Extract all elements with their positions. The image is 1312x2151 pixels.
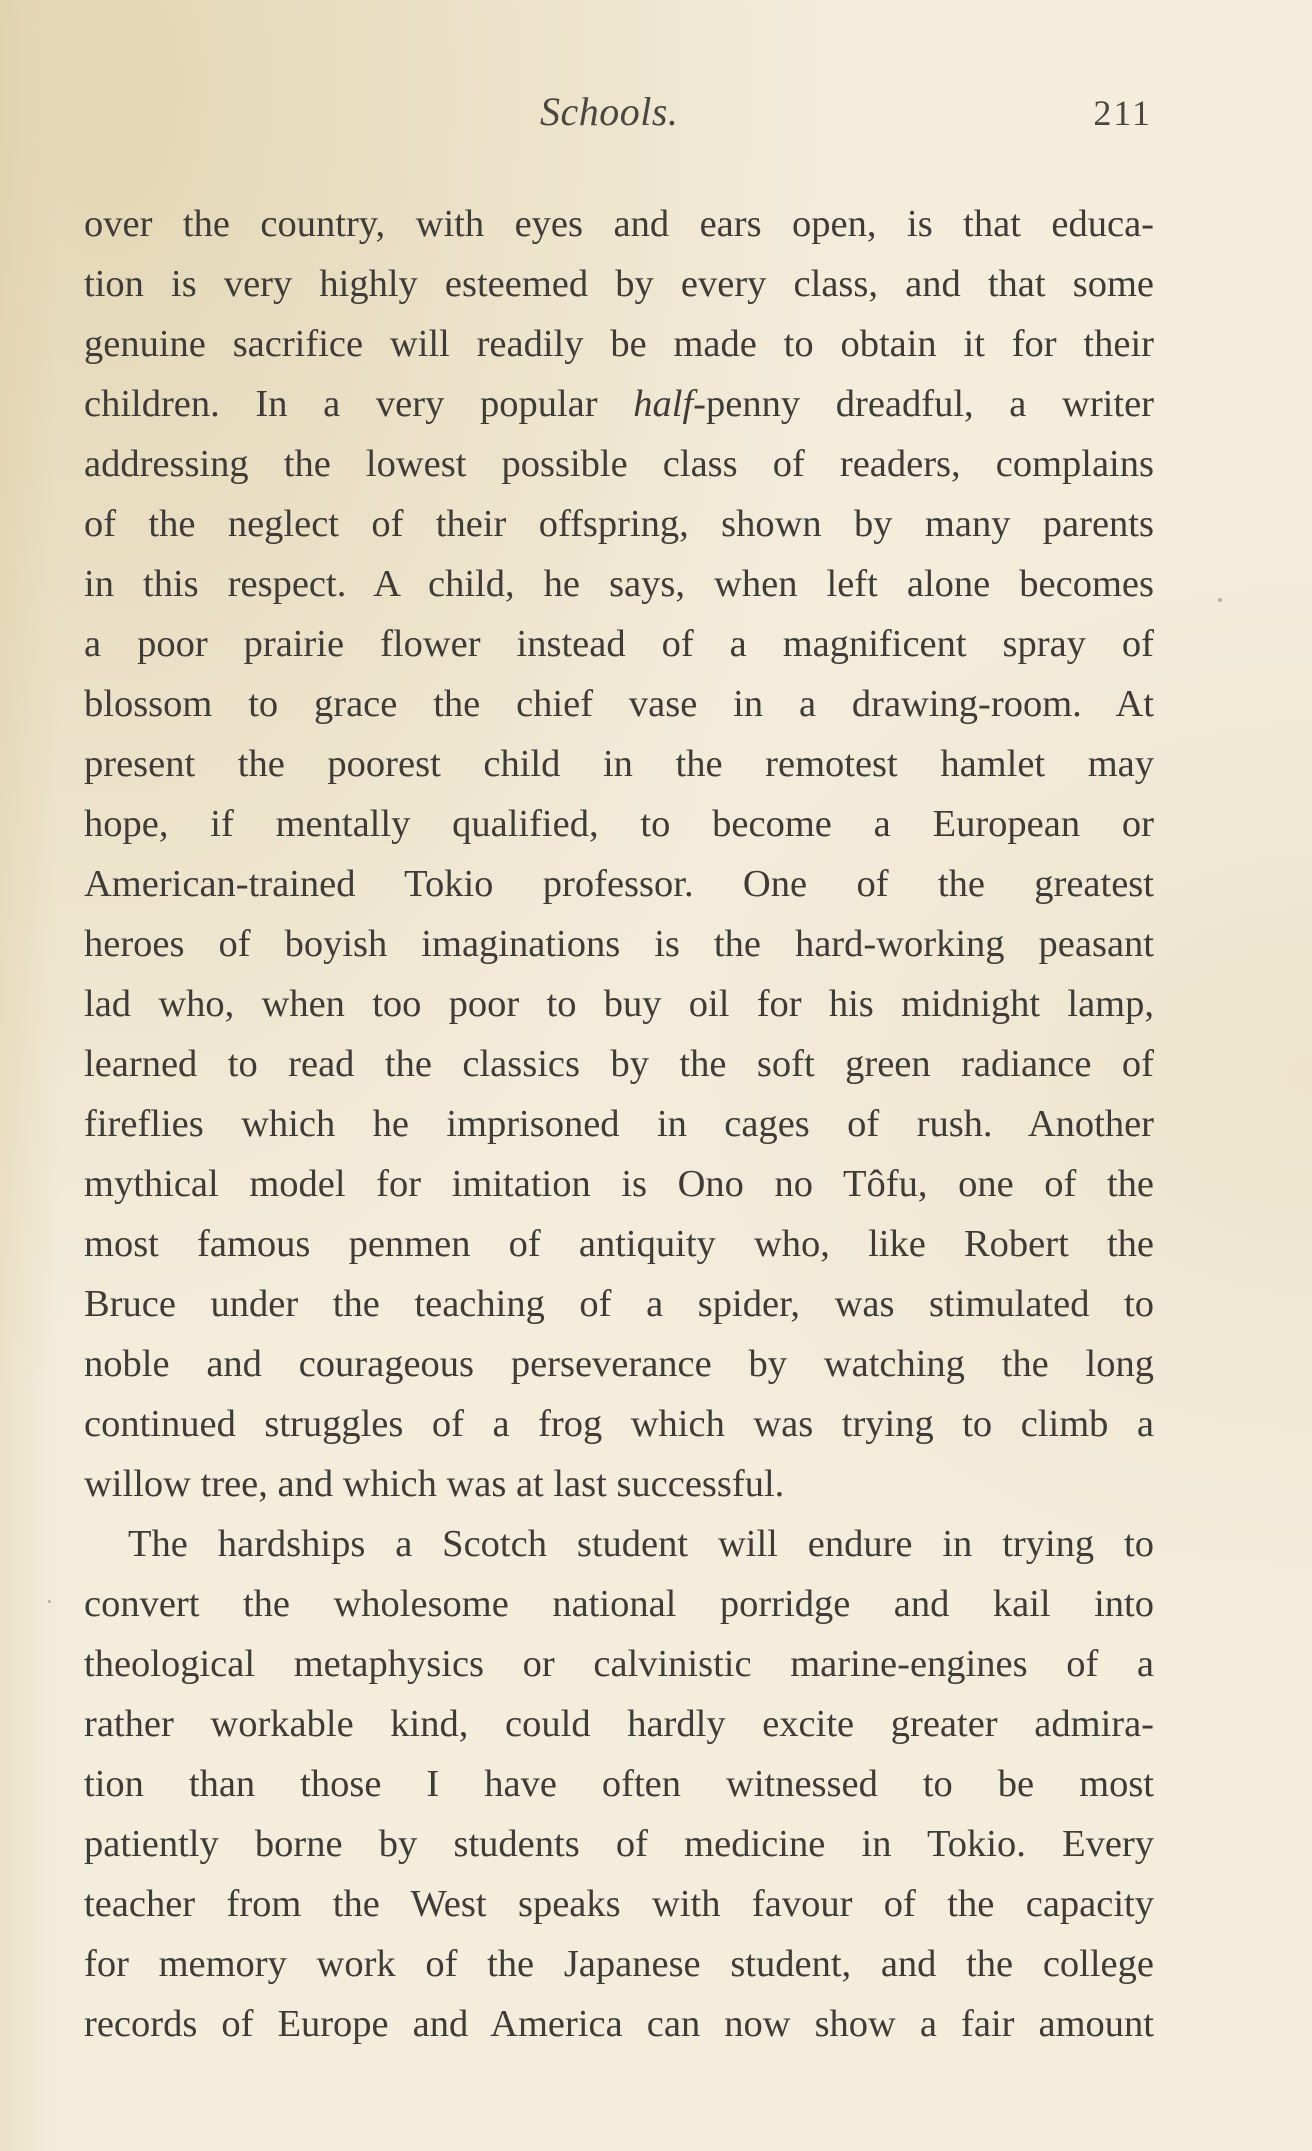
text-line: a poor prairie flower instead of a magnificent spray of bbox=[84, 623, 1154, 665]
text-line: tion is very highly esteemed by every class, and that some bbox=[84, 263, 1154, 305]
paper-speck bbox=[48, 1600, 51, 1603]
italic-word: half bbox=[633, 383, 694, 425]
text-line: American-trained Tokio professor. One of the greatest bbox=[84, 863, 1154, 905]
text-line: genuine sacrifice will readily be made to obtain it for their bbox=[84, 323, 1154, 365]
text-line bbox=[84, 374, 1154, 434]
text-line: lad who, when too poor to buy oil for his midnight lamp, bbox=[84, 983, 1154, 1025]
text-line: in this respect. A child, he says, when left alone becomes bbox=[84, 563, 1154, 605]
text-line: for memory work of the Japanese student, and the college bbox=[84, 1943, 1154, 1985]
text-line: The hardships a Scotch student will endure in trying to bbox=[128, 1523, 1154, 1565]
text-line: theological metaphysics or calvinistic marine-engines of a bbox=[84, 1643, 1154, 1685]
text-line: rather workable kind, could hardly excite greater admira- bbox=[84, 1703, 1154, 1745]
text-run: -penny dreadful, a writer bbox=[693, 383, 1154, 425]
text-line: tion than those I have often witnessed to be most bbox=[84, 1763, 1154, 1805]
text-line: patiently borne by students of medicine in Tokio. Every bbox=[84, 1823, 1154, 1865]
text-line: teacher from the West speaks with favour of the capacity bbox=[84, 1883, 1154, 1925]
paragraph-2 bbox=[84, 1514, 1154, 2054]
text-line: mythical model for imitation is Ono no Tôfu, one of the bbox=[84, 1163, 1154, 1205]
paper-speck bbox=[1218, 598, 1222, 602]
text-line: learned to read the classics by the soft green radiance of bbox=[84, 1043, 1154, 1085]
text-run: children. In a very popular bbox=[84, 383, 634, 425]
running-head-title: Schools. bbox=[540, 89, 679, 134]
text-line: over the country, with eyes and ears open, is that educa- bbox=[84, 203, 1154, 245]
text-line: fireflies which he imprisoned in cages of rush. Another bbox=[84, 1103, 1154, 1145]
text-line: of the neglect of their offspring, shown by many parents bbox=[84, 503, 1154, 545]
paragraph-1 bbox=[84, 194, 1154, 1514]
text-line: noble and courageous perseverance by watching the long bbox=[84, 1343, 1154, 1385]
text-line: heroes of boyish imaginations is the hard-working peasant bbox=[84, 923, 1154, 965]
page-number: 211 bbox=[1093, 93, 1152, 133]
text-line: addressing the lowest possible class of readers, complains bbox=[84, 443, 1154, 485]
text-line: continued struggles of a frog which was trying to climb a bbox=[84, 1403, 1154, 1445]
text-line: Bruce under the teaching of a spider, was stimulated to bbox=[84, 1283, 1154, 1325]
text-line: hope, if mentally qualified, to become a European or bbox=[84, 803, 1154, 845]
text-line: most famous penmen of antiquity who, like Robert the bbox=[84, 1223, 1154, 1265]
text-line: records of Europe and America can now show a fair amount bbox=[84, 2003, 1154, 2045]
running-head bbox=[0, 88, 1312, 148]
text-line: convert the wholesome national porridge and kail into bbox=[84, 1583, 1154, 1625]
text-line: blossom to grace the chief vase in a drawing-room. At bbox=[84, 683, 1154, 725]
text-line: present the poorest child in the remotest hamlet may bbox=[84, 743, 1154, 785]
body-text bbox=[84, 194, 1154, 2054]
text-line: willow tree, and which was at last successful. bbox=[84, 1463, 785, 1505]
